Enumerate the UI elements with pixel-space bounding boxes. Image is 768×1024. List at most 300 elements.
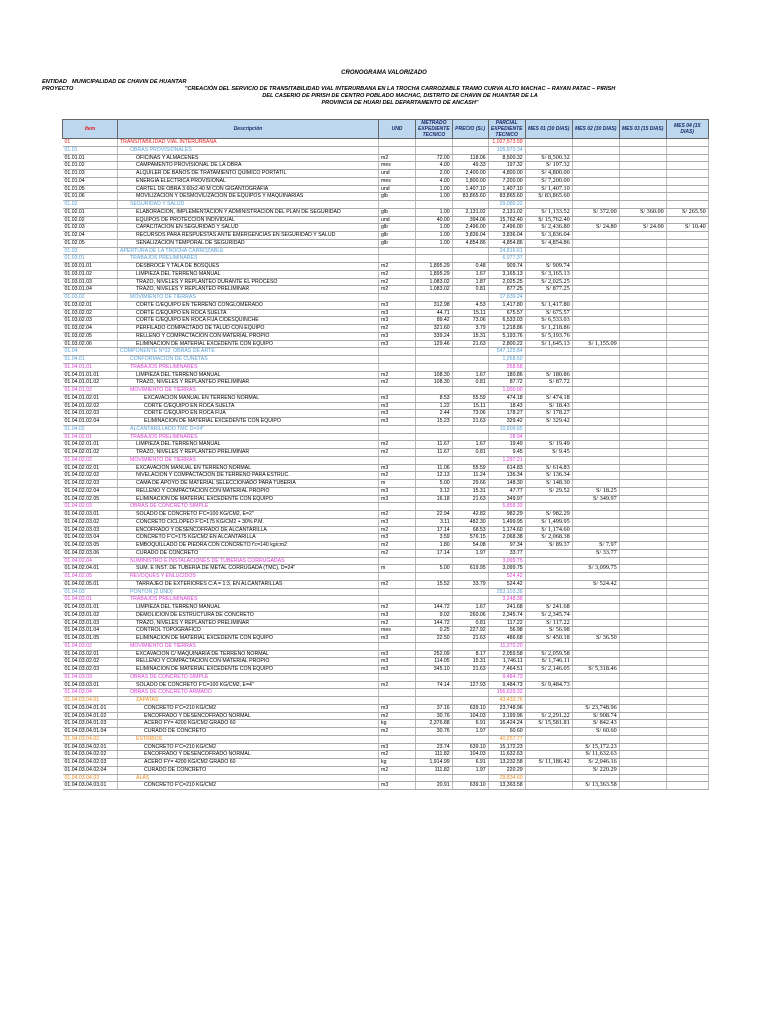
mes-03-cell: S/ 360.00: [619, 208, 666, 216]
parcial-cell: 3,099.75: [488, 557, 525, 565]
metrado-cell: [416, 673, 453, 681]
mes-01-cell: S/ 8,500.32: [525, 154, 572, 162]
mes-01-cell: S/ 614.83: [525, 464, 572, 472]
mes-04-cell: [666, 588, 708, 596]
item-cell: 01.03.01.03: [63, 278, 118, 286]
mes-01-cell: [525, 247, 572, 255]
precio-cell: 15.31: [452, 487, 488, 495]
col-mes-01: MES 01 (30 DIAS): [525, 120, 572, 139]
mes-01-cell: [525, 503, 572, 511]
mes-03-cell: [619, 201, 666, 209]
metrado-cell: 1,895.29: [416, 270, 453, 278]
mes-04-cell: [666, 139, 708, 147]
description-cell: COMPONENTE N°02: OBRAS DE ARTE: [118, 348, 379, 356]
item-cell: 01.04.03.01.01: [63, 604, 118, 612]
precio-cell: 118.06: [452, 154, 488, 162]
description-cell: EXCAVACION MANUAL EN TERRENO NORMAL: [118, 394, 379, 402]
mes-04-cell: [666, 379, 708, 387]
table-row: [63, 689, 709, 697]
table-row: [63, 402, 709, 410]
mes-03-cell: [619, 542, 666, 550]
precio-cell: [452, 456, 488, 464]
project-line-3: PROVINCIA DE HUARI DEL DEPARTAMENTO DE ANCASH": [321, 100, 479, 106]
mes-01-cell: S/ 9.45: [525, 449, 572, 457]
metrado-cell: 345.10: [416, 666, 453, 674]
table-row: [63, 503, 709, 511]
description-cell: CURADO DE CONCRETO: [118, 766, 379, 774]
parcial-cell: 5,193.76: [488, 332, 525, 340]
item-cell: 01.04.03.02.01: [63, 650, 118, 658]
metrado-cell: 17.14: [416, 526, 453, 534]
mes-03-cell: [619, 697, 666, 705]
description-cell: CORTE C/EQUIPO EN ROCA SUELTA: [118, 309, 379, 317]
unit-cell: [379, 294, 416, 302]
item-cell: 01.04.03.04.02.03: [63, 759, 118, 767]
table-row: [63, 495, 709, 503]
table-row: [63, 247, 709, 255]
unit-cell: glb: [379, 239, 416, 247]
description-cell: ENCOFRADO Y DESENCOFRADO DE ALCANTARILLA: [118, 526, 379, 534]
mes-01-cell: S/ 1,499.95: [525, 518, 572, 526]
description-cell: CAPACITACION EN SEGURIDAD Y SALUD: [118, 224, 379, 232]
unit-cell: m2: [379, 619, 416, 627]
mes-02-cell: [572, 573, 619, 581]
mes-04-cell: [666, 642, 708, 650]
metrado-cell: [416, 774, 453, 782]
description-cell: ELIMINACION DE MATERIAL EXCEDENTE CON EQUIPO: [118, 418, 379, 426]
mes-02-cell: [572, 387, 619, 395]
description-cell: CONCRETO F'C=210 KG/CM2: [118, 704, 379, 712]
mes-02-cell: [572, 673, 619, 681]
item-cell: 01.04.01: [63, 356, 118, 364]
parcial-cell: 474.18: [488, 394, 525, 402]
table-row: [63, 627, 709, 635]
precio-cell: [452, 146, 488, 154]
parcial-cell: 24,816.61: [488, 247, 525, 255]
mes-03-cell: [619, 689, 666, 697]
description-cell: ELIMINACION DE MATERIAL EXCEDENTE CON EQUIPO: [118, 340, 379, 348]
mes-03-cell: [619, 503, 666, 511]
metrado-cell: 108.30: [416, 379, 453, 387]
mes-01-cell: [525, 782, 572, 790]
mes-03-cell: [619, 611, 666, 619]
description-cell: CONCRETO F'C=210 KG/CM2: [118, 743, 379, 751]
mes-04-cell: S/ 265.50: [666, 208, 708, 216]
unit-cell: m3: [379, 309, 416, 317]
mes-01-cell: [525, 356, 572, 364]
parcial-cell: 180.86: [488, 371, 525, 379]
mes-01-cell: S/ 1,133.52: [525, 208, 572, 216]
mes-02-cell: S/ 349.97: [572, 495, 619, 503]
mes-02-cell: [572, 270, 619, 278]
col-mes-02: MES 02 (30 DIAS): [572, 120, 619, 139]
mes-01-cell: S/ 4,800.00: [525, 170, 572, 178]
description-cell: SUM. E INST. DE TUBERIA DE METAL CORRUGADA (TMC), D=24": [118, 565, 379, 573]
mes-03-cell: [619, 146, 666, 154]
mes-03-cell: [619, 348, 666, 356]
unit-cell: m3: [379, 666, 416, 674]
mes-03-cell: [619, 557, 666, 565]
mes-02-cell: S/ 60.60: [572, 728, 619, 736]
mes-01-cell: [525, 689, 572, 697]
unit-cell: m3: [379, 410, 416, 418]
description-cell: LIMPIEZA DEL TERRENO MANUAL: [118, 371, 379, 379]
table-row: [63, 255, 709, 263]
mes-03-cell: [619, 673, 666, 681]
mes-03-cell: [619, 642, 666, 650]
item-cell: 01.04.03.03.01: [63, 681, 118, 689]
mes-04-cell: [666, 480, 708, 488]
parcial-cell: 29,080.22: [488, 201, 525, 209]
parcial-cell: 329.42: [488, 418, 525, 426]
mes-01-cell: S/ 2,436.80: [525, 224, 572, 232]
mes-01-cell: S/ 1,645.13: [525, 340, 572, 348]
mes-02-cell: [572, 650, 619, 658]
description-cell: CARTEL DE OBRA 3.60x2.40 M CON GIGANTOGRAFIA: [118, 185, 379, 193]
mes-03-cell: [619, 449, 666, 457]
metrado-cell: 1.00: [416, 232, 453, 240]
mes-01-cell: S/ 1,407.10: [525, 185, 572, 193]
mes-02-cell: [572, 154, 619, 162]
precio-cell: 55.59: [452, 394, 488, 402]
unit-cell: m3: [379, 487, 416, 495]
table-row: [63, 170, 709, 178]
precio-cell: 1.97: [452, 766, 488, 774]
mes-04-cell: [666, 518, 708, 526]
metrado-cell: 2.44: [416, 410, 453, 418]
mes-03-cell: [619, 487, 666, 495]
item-cell: 01.04.03.01.03: [63, 619, 118, 627]
parcial-cell: 3,165.13: [488, 270, 525, 278]
mes-04-cell: [666, 712, 708, 720]
item-cell: 01.03.02.01: [63, 301, 118, 309]
mes-01-cell: S/ 1,218.86: [525, 325, 572, 333]
mes-04-cell: [666, 774, 708, 782]
unit-cell: m2: [379, 270, 416, 278]
table-row: [63, 735, 709, 743]
item-cell: 01.04.03.01.02: [63, 611, 118, 619]
table-row: [63, 518, 709, 526]
col-mes-03: MES 03 (15 DIAS): [619, 120, 666, 139]
unit-cell: glb: [379, 224, 416, 232]
mes-02-cell: [572, 239, 619, 247]
mes-02-cell: [572, 170, 619, 178]
mes-02-cell: [572, 735, 619, 743]
table-row: [63, 526, 709, 534]
mes-03-cell: [619, 441, 666, 449]
mes-01-cell: [525, 642, 572, 650]
item-cell: 01.03.01: [63, 255, 118, 263]
parcial-cell: 1,000.00: [488, 387, 525, 395]
parcial-cell: 7,464.51: [488, 666, 525, 674]
mes-01-cell: S/ 83,865.60: [525, 193, 572, 201]
unit-cell: m2: [379, 526, 416, 534]
description-cell: ACERO FY= 4200 KG/CM2 GRADO 60: [118, 720, 379, 728]
unit-cell: m: [379, 480, 416, 488]
metrado-cell: 252.09: [416, 650, 453, 658]
mes-03-cell: [619, 387, 666, 395]
table-row: [63, 387, 709, 395]
mes-01-cell: S/ 3,836.04: [525, 232, 572, 240]
description-cell: ENCOFRADO Y DESENCOFRADO NORMAL: [118, 751, 379, 759]
mes-03-cell: [619, 619, 666, 627]
col-unit: UND: [379, 120, 416, 139]
mes-02-cell: S/ 1,155.09: [572, 340, 619, 348]
mes-04-cell: [666, 782, 708, 790]
mes-02-cell: [572, 449, 619, 457]
description-cell: TRABAJOS PRELIMINARES: [118, 363, 379, 371]
unit-cell: [379, 774, 416, 782]
item-cell: 01.03.01.04: [63, 286, 118, 294]
metrado-cell: 1.00: [416, 208, 453, 216]
metrado-cell: 17.14: [416, 549, 453, 557]
precio-cell: 0.81: [452, 379, 488, 387]
precio-cell: 6.91: [452, 759, 488, 767]
metrado-cell: 44.71: [416, 309, 453, 317]
unit-cell: m2: [379, 766, 416, 774]
precio-cell: 15.31: [452, 658, 488, 666]
mes-03-cell: [619, 394, 666, 402]
unit-cell: mes: [379, 162, 416, 170]
description-cell: ELABORACIÓN, IMPLEMENTACION Y ADMINISTRACIÓN DEL PLAN DE SEGURIDAD: [118, 208, 379, 216]
col-item: Item: [63, 120, 118, 139]
metrado-cell: 22.50: [416, 635, 453, 643]
metrado-cell: [416, 387, 453, 395]
mes-01-cell: S/ 9,484.73: [525, 681, 572, 689]
mes-02-cell: [572, 456, 619, 464]
mes-01-cell: S/ 178.27: [525, 410, 572, 418]
mes-03-cell: [619, 549, 666, 557]
mes-02-cell: [572, 332, 619, 340]
unit-cell: m3: [379, 658, 416, 666]
table-row: [63, 511, 709, 519]
mes-03-cell: [619, 704, 666, 712]
mes-01-cell: S/ 450.18: [525, 635, 572, 643]
unit-cell: [379, 356, 416, 364]
parcial-cell: 1,218.86: [488, 325, 525, 333]
mes-03-cell: [619, 774, 666, 782]
table-row: [63, 766, 709, 774]
unit-cell: m3: [379, 495, 416, 503]
table-row: [63, 394, 709, 402]
mes-02-cell: [572, 402, 619, 410]
mes-01-cell: [525, 255, 572, 263]
item-cell: 01.01: [63, 146, 118, 154]
table-row: [63, 270, 709, 278]
description-cell: SOLADO DE CONCRETO F'C=100 KG/CM2, E=4": [118, 681, 379, 689]
mes-02-cell: [572, 255, 619, 263]
precio-cell: 21.63: [452, 666, 488, 674]
description-cell: TRAZO, NIVELES Y REPLANTEO PRELIMINAR: [118, 619, 379, 627]
metrado-cell: 4.00: [416, 162, 453, 170]
table-row: [63, 418, 709, 426]
metrado-cell: [416, 201, 453, 209]
item-cell: 01.04.03.04: [63, 689, 118, 697]
mes-03-cell: [619, 301, 666, 309]
mes-01-cell: S/ 1,746.11: [525, 658, 572, 666]
unit-cell: m3: [379, 704, 416, 712]
table-row: [63, 154, 709, 162]
precio-cell: 104.03: [452, 751, 488, 759]
table-row: [63, 542, 709, 550]
item-cell: 01.03.01.01: [63, 263, 118, 271]
table-row: [63, 588, 709, 596]
mes-02-cell: S/ 11,632.63: [572, 751, 619, 759]
mes-03-cell: [619, 162, 666, 170]
mes-02-cell: [572, 557, 619, 565]
mes-02-cell: [572, 317, 619, 325]
mes-02-cell: [572, 518, 619, 526]
description-cell: ELIMINACION DE MATERIAL EXCEDENTE CON EQUIPO: [118, 635, 379, 643]
table-row: [63, 472, 709, 480]
item-cell: 01.04.01.02: [63, 387, 118, 395]
table-row: [63, 177, 709, 185]
mes-03-cell: [619, 573, 666, 581]
metrado-cell: 108.30: [416, 371, 453, 379]
parcial-cell: 349.97: [488, 495, 525, 503]
unit-cell: m2: [379, 712, 416, 720]
description-cell: SUMINISTRO E INSTALACIONES DE TUBERIAS CORRUGADAS: [118, 557, 379, 565]
project-line-1: "CREACIÓN DEL SERVICIO DE TRANSITABILIDAD VIAL INTERURBANA EN LA TROCHA CARROZABLE TRAMO CURVA ALTO MACHAC – RAYAN PATAC – PIRISH: [184, 86, 616, 92]
description-cell: SEGURIDAD Y SALUD: [118, 201, 379, 209]
parcial-cell: 241.68: [488, 604, 525, 612]
mes-03-cell: [619, 751, 666, 759]
item-cell: 01.04.03.04.01.01: [63, 704, 118, 712]
metrado-cell: [416, 425, 453, 433]
mes-04-cell: [666, 177, 708, 185]
item-cell: 01.04.02.02.01: [63, 464, 118, 472]
metrado-cell: 3.12: [416, 487, 453, 495]
unit-cell: m2: [379, 379, 416, 387]
description-cell: OFICINAS Y ALMACENES: [118, 154, 379, 162]
parcial-cell: 1,268.60: [488, 356, 525, 364]
parcial-cell: 15,762.40: [488, 216, 525, 224]
item-cell: 01.04.02: [63, 425, 118, 433]
metrado-cell: [416, 689, 453, 697]
mes-04-cell: [666, 356, 708, 364]
table-row: [63, 549, 709, 557]
mes-02-cell: S/ 220.29: [572, 766, 619, 774]
description-cell: ALCANTARILLADO TMC D=24": [118, 425, 379, 433]
precio-cell: 29.66: [452, 480, 488, 488]
mes-04-cell: [666, 162, 708, 170]
parcial-cell: 56.98: [488, 627, 525, 635]
item-cell: 01.04.03.01.05: [63, 635, 118, 643]
mes-03-cell: [619, 402, 666, 410]
description-cell: CAMA DE APOYO DE MATERIAL SELECCIONADO PARA TUBERIA: [118, 480, 379, 488]
table-row: [63, 697, 709, 705]
mes-04-cell: [666, 270, 708, 278]
item-cell: 01.04.03.04.01.02: [63, 712, 118, 720]
metrado-cell: [416, 596, 453, 604]
unit-cell: und: [379, 170, 416, 178]
mes-04-cell: [666, 146, 708, 154]
unit-cell: [379, 735, 416, 743]
table-row: [63, 332, 709, 340]
mes-01-cell: S/ 15,581.81: [525, 720, 572, 728]
metrado-cell: 0.25: [416, 627, 453, 635]
mes-02-cell: S/ 372.00: [572, 208, 619, 216]
mes-02-cell: [572, 410, 619, 418]
description-cell: RELLENO Y COMPACTACION CON MATERIAL PROPIO: [118, 487, 379, 495]
table-row: [63, 666, 709, 674]
mes-02-cell: [572, 619, 619, 627]
mes-03-cell: [619, 139, 666, 147]
item-cell: 01.04.02.02.02: [63, 472, 118, 480]
mes-04-cell: [666, 627, 708, 635]
precio-cell: [452, 348, 488, 356]
item-cell: 01.04.03.04.02: [63, 735, 118, 743]
unit-cell: [379, 247, 416, 255]
unit-cell: [379, 146, 416, 154]
mes-03-cell: [619, 232, 666, 240]
metrado-cell: 144.72: [416, 619, 453, 627]
unit-cell: m3: [379, 534, 416, 542]
parcial-cell: 97.34: [488, 542, 525, 550]
mes-01-cell: [525, 557, 572, 565]
mes-04-cell: [666, 681, 708, 689]
metrado-cell: [416, 247, 453, 255]
precio-cell: 1.97: [452, 728, 488, 736]
table-row: [63, 681, 709, 689]
parcial-cell: 3,248.38: [488, 596, 525, 604]
table-row: [63, 239, 709, 247]
mes-03-cell: [619, 743, 666, 751]
parcial-cell: 19.49: [488, 441, 525, 449]
parcial-cell: 675.57: [488, 309, 525, 317]
mes-04-cell: [666, 247, 708, 255]
precio-cell: 73.06: [452, 410, 488, 418]
metrado-cell: 20.91: [416, 782, 453, 790]
item-cell: 01.01.04: [63, 177, 118, 185]
mes-03-cell: [619, 177, 666, 185]
unit-cell: m2: [379, 511, 416, 519]
parcial-cell: 178.27: [488, 410, 525, 418]
table-row: [63, 635, 709, 643]
metrado-cell: 1.00: [416, 185, 453, 193]
mes-02-cell: [572, 588, 619, 596]
parcial-cell: 43,433.76: [488, 697, 525, 705]
parcial-cell: 11,632.63: [488, 751, 525, 759]
metrado-cell: [416, 294, 453, 302]
mes-03-cell: [619, 712, 666, 720]
description-cell: RELLENO Y COMPACTACION CON MATERIAL PROPIO: [118, 658, 379, 666]
parcial-cell: 614.83: [488, 464, 525, 472]
precio-cell: [452, 557, 488, 565]
mes-01-cell: S/ 982.29: [525, 511, 572, 519]
metrado-cell: 37.16: [416, 704, 453, 712]
unit-cell: [379, 642, 416, 650]
metrado-cell: 1.80: [416, 542, 453, 550]
unit-cell: m2: [379, 278, 416, 286]
table-row: [63, 185, 709, 193]
mes-04-cell: [666, 573, 708, 581]
item-cell: 01.04.02.03.04: [63, 534, 118, 542]
mes-02-cell: [572, 526, 619, 534]
mes-02-cell: [572, 294, 619, 302]
mes-04-cell: [666, 201, 708, 209]
metrado-cell: [416, 697, 453, 705]
description-cell: CONTROL TOPOGRAFICO: [118, 627, 379, 635]
mes-02-cell: [572, 464, 619, 472]
item-cell: 01.04.01.01.02: [63, 379, 118, 387]
description-cell: ACERO FY= 4200 KG/CM2 GRADO 60: [118, 759, 379, 767]
precio-cell: 11.24: [452, 472, 488, 480]
precio-cell: [452, 247, 488, 255]
parcial-cell: 40,257.77: [488, 735, 525, 743]
table-row: [63, 278, 709, 286]
table-row: [63, 294, 709, 302]
